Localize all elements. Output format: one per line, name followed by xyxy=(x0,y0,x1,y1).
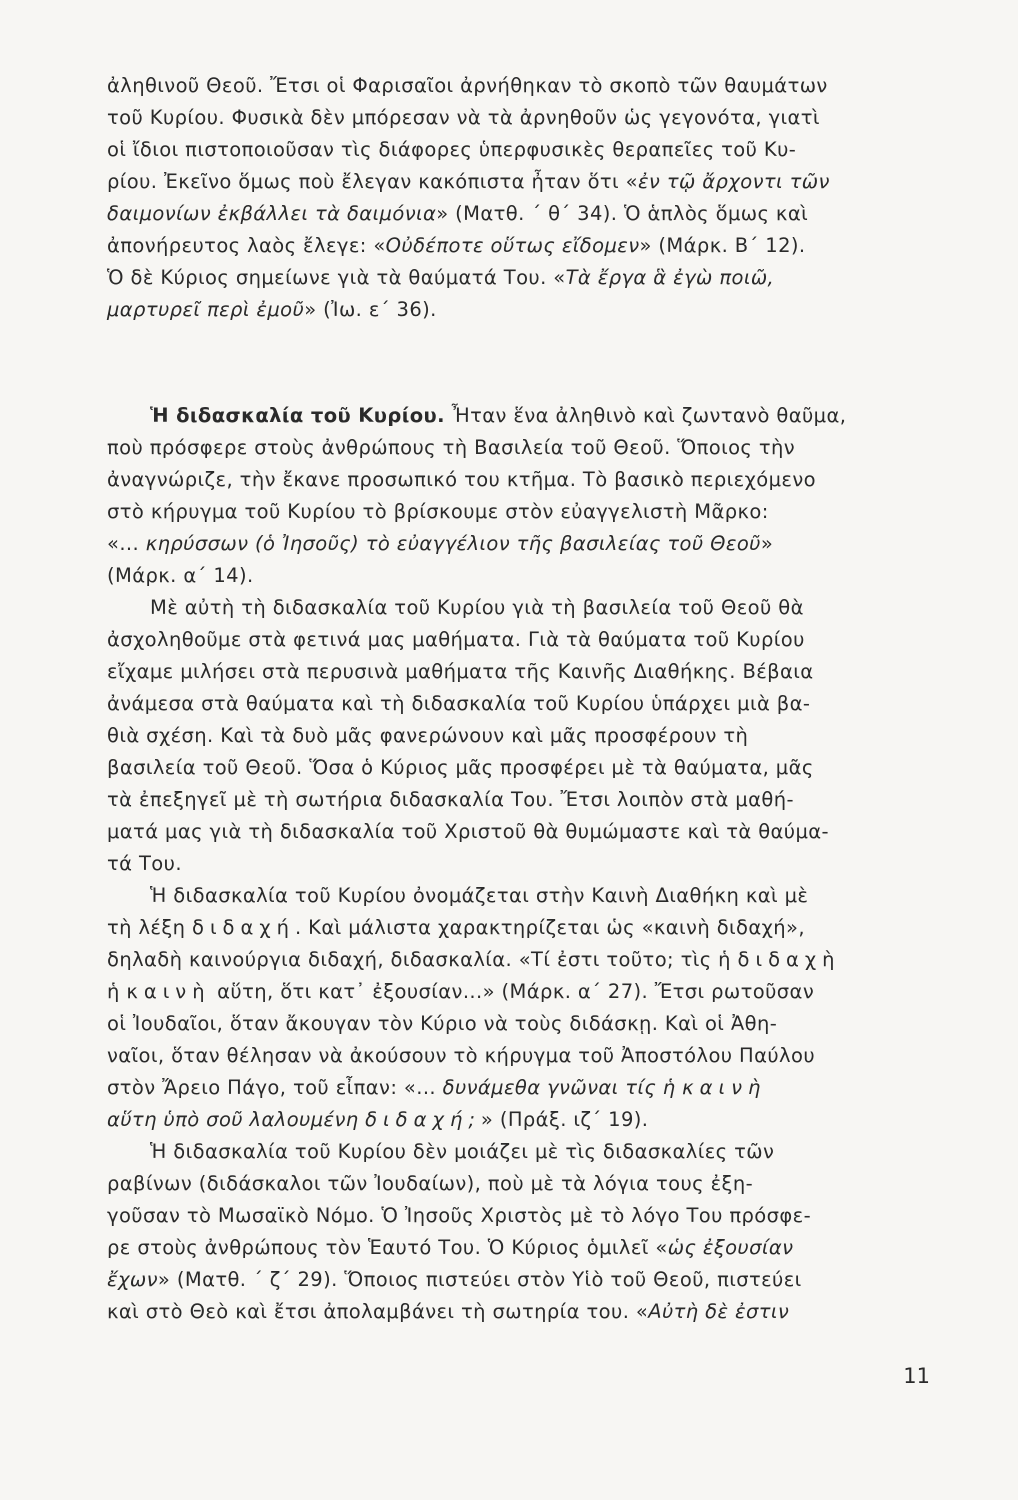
text-segment: ρίου. Ἐκεῖνο ὅμως ποὺ ἔλεγαν κακόπιστα ἦταν ὅτι « xyxy=(107,170,638,193)
text-segment: αὕτη, ὅτι κατ᾽ ἐξουσίαν...» (Μάρκ. α΄ 27). Ἔτσι ρωτοῦσαν xyxy=(210,980,815,1003)
text-segment: ἐν τῷ ἄρχοντι τῶν xyxy=(637,170,830,193)
text-segment: δαιμονίων ἐκβάλλει τὰ δαιμόνια xyxy=(107,202,437,225)
text-line xyxy=(107,1170,925,1198)
page-number: 11 xyxy=(903,1364,930,1388)
text-line xyxy=(107,786,925,814)
text-line xyxy=(107,232,925,260)
text-line xyxy=(150,1138,925,1166)
text-segment: βασιλεία τοῦ Θεοῦ. Ὅσα ὁ Κύριος μᾶς προσφέρει μὲ τὰ θαύματα, μᾶς xyxy=(107,756,814,779)
text-segment: «... xyxy=(107,532,146,555)
text-segment: ναῖοι, ὅταν θέλησαν νὰ ἀκούσουν τὸ κήρυγμα τοῦ Ἀποστόλου Παύλου xyxy=(107,1044,816,1067)
text-segment: στὸ κήρυγμα τοῦ Κυρίου τὸ βρίσκουμε στὸν εὐαγγελιστὴ Μᾶρκο: xyxy=(107,500,769,523)
text-segment: εἴχαμε μιλήσει στὰ περυσινὰ μαθήματα τῆς Καινῆς Διαθήκης. Βέβαια xyxy=(107,660,814,683)
text-segment: » (Πράξ. ιζ΄ 19). xyxy=(480,1108,649,1131)
text-line xyxy=(107,1074,925,1102)
text-line xyxy=(107,722,925,750)
text-segment: οἱ Ἰουδαῖοι, ὅταν ἄκουγαν τὸν Κύριο νὰ τοὺς διδάσκῃ. Καὶ οἱ Ἀθη- xyxy=(107,1012,778,1035)
text-segment: τὰ ἐπεξηγεῖ μὲ τὴ σωτήρια διδασκαλία Του. Ἔτσι λοιπὸν στὰ μαθή- xyxy=(107,788,794,811)
text-segment: Αὐτὴ δὲ ἐστιν xyxy=(648,1300,790,1323)
text-segment: ἡ xyxy=(107,980,127,1003)
text-line xyxy=(107,850,925,878)
text-segment: ματά μας γιὰ τὴ διδασκαλία τοῦ Χριστοῦ θὰ θυμώμαστε καὶ τὰ θαύμα- xyxy=(107,820,829,843)
text-segment: » (Μάρκ. Β΄ 12). xyxy=(639,234,806,257)
text-segment: στὸν Ἄρειο Πάγο, τοῦ εἶπαν: «... xyxy=(107,1076,443,1099)
text-line xyxy=(107,264,925,292)
text-segment: καινὴ xyxy=(126,980,211,1003)
text-segment: Ἡ διδασκαλία τοῦ Κυρίου. xyxy=(150,404,445,427)
text-segment: Μὲ αὐτὴ τὴ διδασκαλία τοῦ Κυρίου γιὰ τὴ βασιλεία τοῦ Θεοῦ θὰ xyxy=(150,596,804,619)
section-heading-line xyxy=(150,402,925,430)
text-segment: τὴ λέξη xyxy=(107,916,193,939)
text-segment: ποὺ πρόσφερε στοὺς ἀνθρώπους τὴ Βασιλεία τοῦ Θεοῦ. Ὅποιος τὴν xyxy=(107,436,796,459)
text-segment: (Μάρκ. α΄ 14). xyxy=(107,564,254,587)
text-line xyxy=(107,1298,925,1326)
text-line xyxy=(107,136,925,164)
text-segment: » (Ματθ. ΄ θ΄ 34). Ὁ ἁπλὸς ὅμως καὶ xyxy=(436,202,809,225)
text-segment: διδαχή; xyxy=(365,1108,481,1131)
text-line xyxy=(107,818,925,846)
text-segment: Ὁ δὲ Κύριος σημείωνε γιὰ τὰ θαύματά Του. « xyxy=(107,266,566,289)
text-segment: . Καὶ μάλιστα χαρακτηρίζεται ὡς «καινὴ διδαχή», xyxy=(294,916,805,939)
text-line xyxy=(107,72,925,100)
text-line xyxy=(107,466,925,494)
text-segment: Οὐδέποτε οὕτως εἴδομεν xyxy=(385,234,640,257)
text-line xyxy=(107,1234,925,1262)
text-line xyxy=(107,1266,925,1294)
text-segment: » xyxy=(760,532,774,555)
text-line xyxy=(107,1010,925,1038)
text-segment: γοῦσαν τὸ Μωσαϊκὸ Νόμο. Ὁ Ἰησοῦς Χριστὸς μὲ τὸ λόγο Του πρόσφε- xyxy=(107,1204,812,1227)
text-segment: Ἦταν ἕνα ἀληθινὸ καὶ ζωντανὸ θαῦμα, xyxy=(444,404,847,427)
text-line xyxy=(107,914,925,942)
text-segment: ἀπονήρευτος λαὸς ἔλεγε: « xyxy=(107,234,386,257)
text-segment: αὕτη ὑπὸ σοῦ λαλουμένη xyxy=(107,1108,366,1131)
text-segment: ρε στοὺς ἀνθρώπους τὸν Ἑαυτό Του. Ὁ Κύριος ὁμιλεῖ « xyxy=(107,1236,668,1259)
text-line xyxy=(107,626,925,654)
text-line xyxy=(150,594,925,622)
text-segment: τά Του. xyxy=(107,852,182,875)
text-line xyxy=(107,200,925,228)
text-line xyxy=(107,530,925,558)
text-segment: δηλαδὴ καινούργια διδαχή, διδασκαλία. «Τί ἐστι τοῦτο; τὶς ἡ xyxy=(107,948,738,971)
text-line xyxy=(107,104,925,132)
text-segment: Ἡ διδασκαλία τοῦ Κυρίου δὲν μοιάζει μὲ τὶς διδασκαλίες τῶν xyxy=(150,1140,775,1163)
text-line xyxy=(107,978,925,1006)
text-segment: ἀναγνώριζε, τὴν ἔκανε προσωπικό του κτῆμα. Τὸ βασικὸ περιεχόμενο xyxy=(107,468,816,491)
text-segment: μαρτυρεῖ περὶ ἐμοῦ xyxy=(107,298,305,321)
text-segment: θιὰ σχέση. Καὶ τὰ δυὸ μᾶς φανερώνουν καὶ μᾶς προσφέρουν τὴ xyxy=(107,724,749,747)
text-line xyxy=(107,498,925,526)
text-segment: οἱ ἴδιοι πιστοποιοῦσαν τὶς διάφορες ὑπερφυσικὲς θεραπεῖες τοῦ Κυ- xyxy=(107,138,797,161)
text-segment: ὡς ἐξουσίαν xyxy=(667,1236,794,1259)
text-line xyxy=(107,562,925,590)
text-line xyxy=(107,296,925,324)
text-segment: κηρύσσων (ὁ Ἰησοῦς) τὸ εὐαγγέλιον τῆς βασιλείας τοῦ Θεοῦ xyxy=(145,532,761,555)
text-line xyxy=(107,690,925,718)
text-segment: ἀνάμεσα στὰ θαύματα καὶ τὴ διδασκαλία τοῦ Κυρίου ὑπάρχει μιὰ βα- xyxy=(107,692,811,715)
text-line xyxy=(150,882,925,910)
text-segment: τοῦ Κυρίου. Φυσικὰ δὲν μπόρεσαν νὰ τὰ ἀρνηθοῦν ὡς γεγονότα, γιατὶ xyxy=(107,106,820,129)
text-line xyxy=(107,1042,925,1070)
text-segment: ἔχων xyxy=(107,1268,158,1291)
text-segment: δυνάμεθα γνῶναι τίς ἡ xyxy=(442,1076,683,1099)
text-line xyxy=(107,754,925,782)
text-segment: διδαχὴ xyxy=(737,948,841,971)
text-segment: » (Ἰω. ε΄ 36). xyxy=(304,298,437,321)
text-line xyxy=(107,434,925,462)
text-segment: καὶ στὸ Θεὸ καὶ ἔτσι ἀπολαμβάνει τὴ σωτηρία του. « xyxy=(107,1300,649,1323)
text-line xyxy=(107,946,925,974)
text-segment: ραβίνων (διδάσκαλοι τῶν Ἰουδαίων), ποὺ μὲ τὰ λόγια τους ἐξη- xyxy=(107,1172,754,1195)
text-line xyxy=(107,1106,925,1134)
text-segment: ἀληθινοῦ Θεοῦ. Ἔτσι οἱ Φαρισαῖοι ἀρνήθηκαν τὸ σκοπὸ τῶν θαυμάτων xyxy=(107,74,828,97)
text-segment: διδαχή xyxy=(192,916,295,939)
text-segment: ἀσχοληθοῦμε στὰ φετινά μας μαθήματα. Γιὰ τὰ θαύματα τοῦ Κυρίου xyxy=(107,628,805,651)
text-line xyxy=(107,1202,925,1230)
text-line xyxy=(107,658,925,686)
text-segment: » (Ματθ. ΄ ζ΄ 29). Ὅποιος πιστεύει στὸν Υἱὸ τοῦ Θεοῦ, πιστεύει xyxy=(157,1268,802,1291)
text-segment: καινὴ xyxy=(682,1076,767,1099)
text-line xyxy=(107,168,925,196)
text-segment: Τὰ ἔργα ἃ ἐγὼ ποιῶ, xyxy=(565,266,775,289)
text-segment: Ἡ διδασκαλία τοῦ Κυρίου ὀνομάζεται στὴν Καινὴ Διαθήκη καὶ μὲ xyxy=(150,884,809,907)
